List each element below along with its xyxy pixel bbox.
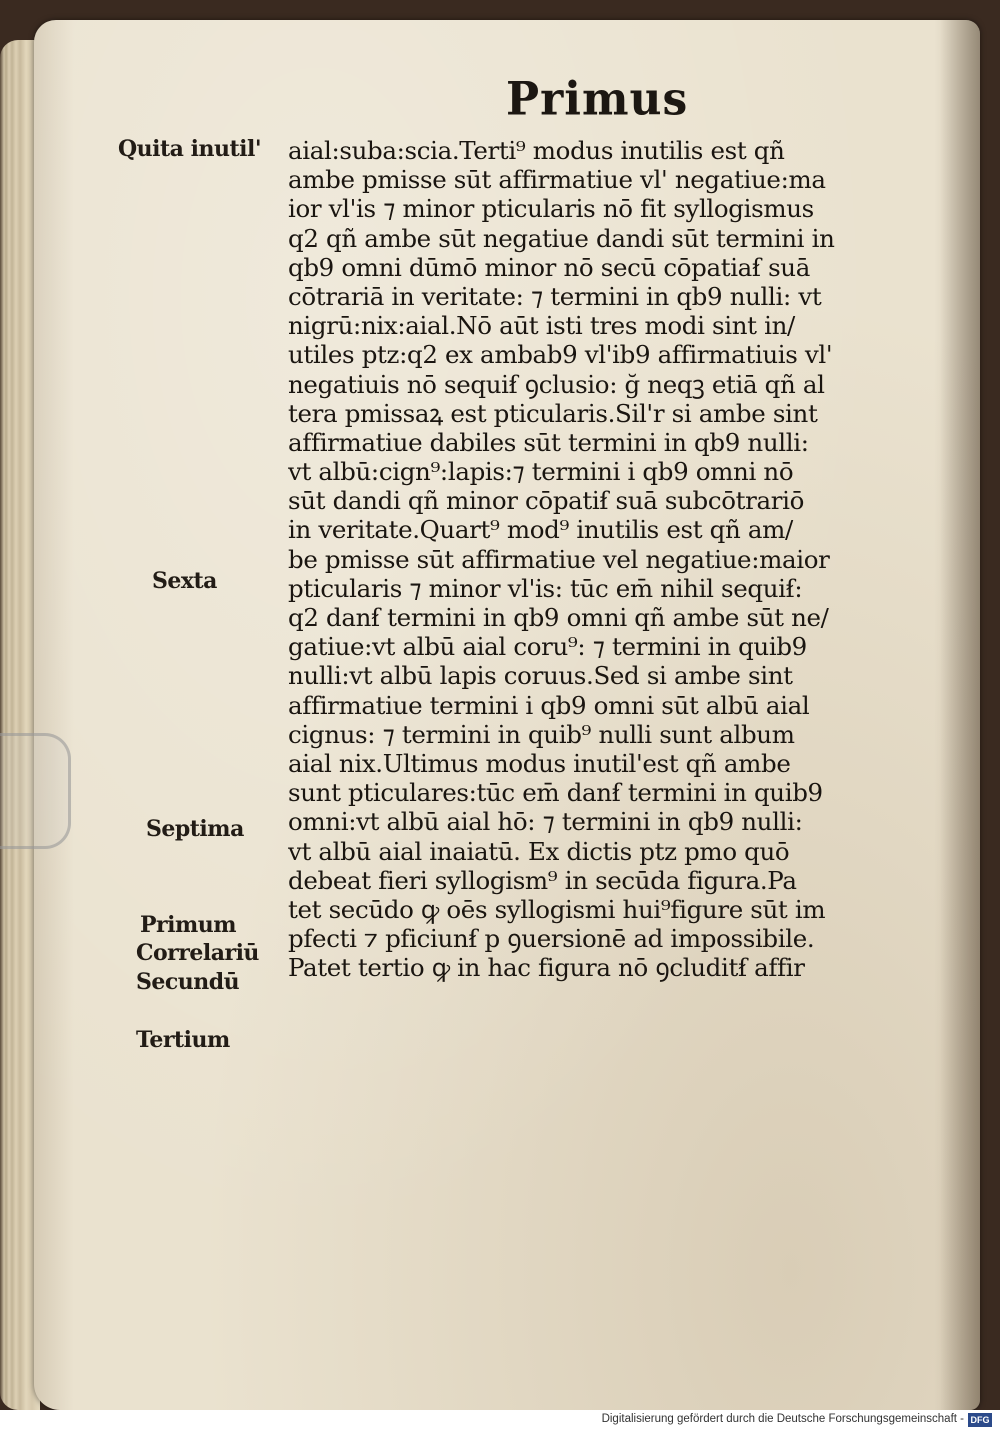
text-line: cignus: ⁊ termini in quib⁹ nulli sunt album <box>288 719 795 749</box>
text-line: debeat fieri syllogism⁹ in secūda figura.Pa <box>288 865 797 895</box>
text-line: cōtrariā in veritate: ⁊ termini in qb9 nulli: vt <box>288 281 822 311</box>
gutter-shadow <box>940 20 980 1410</box>
text-line: Patet tertio ꝙ in hac figura nō ꝯcluditẜ affir <box>288 953 805 983</box>
text-line: ambe pmisse sūt affirmatiue vl' negatiue:ma <box>288 165 826 195</box>
text-line: in veritate.Quart⁹ mod⁹ inutilis est qñ am/ <box>288 515 793 545</box>
text-line: vt albū:cign⁹:lapis:⁊ termini i qb9 omni nō <box>288 457 794 487</box>
text-line: nulli:vt albū lapis coruus.Sed si ambe sint <box>288 661 793 691</box>
text-line: negatiuis nō sequiẜ ꝯclusio: ğ neqꝫ etiā qñ al <box>288 369 825 399</box>
text-line: affirmatiue dabiles sūt termini in qb9 nulli: <box>288 427 809 457</box>
footer-bar <box>0 1410 1000 1431</box>
margin-note-secundum: Secundū <box>136 969 240 995</box>
margin-note-primum: Primum <box>140 912 237 938</box>
text-line: affirmatiue termini i qb9 omni sūt albū aial <box>288 690 810 720</box>
text-line: vt albū aial inaiatū. Ex dictis ptz pmo quō <box>288 836 790 866</box>
text-line: be pmisse sūt affirmatiue vel negatiue:maior <box>288 544 830 574</box>
text-line: q2 qñ ambe sūt negatiue dandi sūt termini in <box>288 223 835 253</box>
running-head: Primus <box>506 72 689 127</box>
text-line: sunt pticulares:tūc em̄ danẜ termini in quib9 <box>288 778 823 808</box>
margin-note-sexta: Sexta <box>152 568 217 594</box>
text-line: pticularis ⁊ minor vl'is: tūc em̄ nihil sequiẜ: <box>288 573 803 603</box>
text-line: qb9 omni dūmō minor nō secū cōpatiaẜ suā <box>288 252 810 282</box>
margin-note-tertium: Tertium <box>136 1027 230 1053</box>
text-line: tera pmissaꝝ est pticularis.Sil'r si ambe sint <box>288 398 818 428</box>
margin-note-quinta: Quita inutil' <box>118 136 262 162</box>
text-line: pfecti ⁊ pficiunẜ p ꝯuersionē ad impossibile. <box>288 924 815 954</box>
body-text <box>288 136 836 982</box>
text-line: aial nix.Ultimus modus inutil'est qñ ambe <box>288 748 791 778</box>
text-line: gatiue:vt albū aial coru⁹: ⁊ termini in quib9 <box>288 632 807 662</box>
text-line: nigrū:nix:aial.Nō aūt isti tres modi sint in/ <box>288 311 795 341</box>
text-line: tet secūdo ꝙ oēs syllogismi hui⁹figure sūt im <box>288 894 826 924</box>
footer-credit: Digitalisierung gefördert durch die Deutsche Forschungsgemeinschaft - <box>601 1413 964 1425</box>
margin-note-correlarium: Correlariū <box>136 940 259 966</box>
text-line: omni:vt albū aial hō: ⁊ termini in qb9 nulli: <box>288 807 803 837</box>
text-line: ior vl'is ⁊ minor pticularis nō fit syllogismus <box>288 194 814 224</box>
text-line: aial:suba:scia.Terti⁹ modus inutilis est qñ <box>288 136 785 165</box>
text-line: sūt dandi qñ minor cōpatiẜ suā subcōtrariō <box>288 486 805 516</box>
page-clip <box>0 733 71 849</box>
dfg-logo: DFG <box>968 1413 992 1427</box>
text-line: utiles ptz:q2 ex ambab9 vl'ib9 affirmatiuis vl' <box>288 340 833 370</box>
text-line: q2 danẜ termini in qb9 omni qñ ambe sūt ne/ <box>288 603 829 632</box>
margin-note-septima: Septima <box>146 816 244 842</box>
